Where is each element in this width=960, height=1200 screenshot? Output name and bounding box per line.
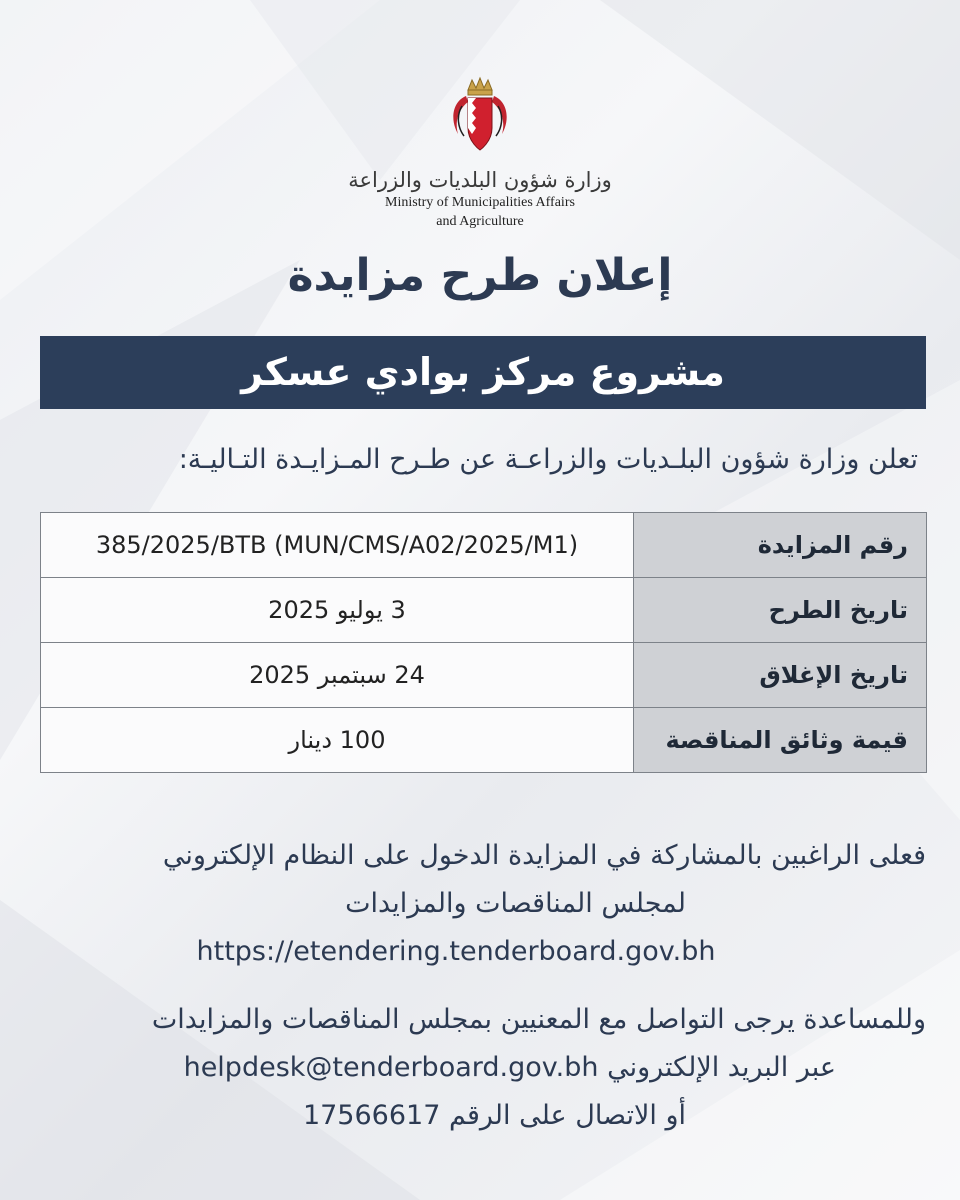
release-date-value: 3 يوليو 2025	[41, 578, 634, 643]
helpdesk-phone-number[interactable]: 17566617	[302, 1100, 441, 1131]
help-email-line	[26, 1044, 836, 1092]
phone-prefix: أو الاتصال على الرقم	[448, 1100, 686, 1131]
release-date-label: تاريخ الطرح	[634, 578, 927, 643]
table-row	[41, 513, 927, 578]
ministry-name-english-line1: Ministry of Municipalities Affairs	[385, 195, 575, 210]
participation-section	[26, 832, 926, 976]
closing-date-value: 24 سبتمبر 2025	[41, 643, 634, 708]
document-fee-label: قيمة وثائق المناقصة	[634, 708, 927, 773]
help-phone-line	[26, 1092, 686, 1140]
help-section	[26, 996, 926, 1140]
page-title: إعلان طرح مزايدة	[287, 250, 673, 301]
table-row	[41, 708, 927, 773]
intro-text: تعلن وزارة شؤون البلـديات والزراعـة عن طـرح المـزايـدة التـاليـة:	[178, 444, 918, 475]
document-fee-value: 100 دينار	[41, 708, 634, 773]
ministry-logo	[0, 76, 960, 230]
bahrain-emblem-icon	[448, 76, 512, 164]
ministry-name-english-line2: and Agriculture	[436, 214, 524, 229]
project-banner: مشروع مركز بوادي عسكر	[40, 336, 926, 409]
participation-line-2: لمجلس المناقصات والمزايدات	[345, 888, 686, 919]
ministry-name-arabic: وزارة شؤون البلديات والزراعة	[348, 168, 612, 192]
etendering-link[interactable]: https://etendering.tenderboard.gov.bh	[196, 936, 716, 967]
table-row	[41, 578, 927, 643]
auction-details-table	[40, 512, 927, 773]
email-prefix: عبر البريد الإلكتروني	[607, 1052, 836, 1083]
table-row	[41, 643, 927, 708]
help-line-1: وللمساعدة يرجى التواصل مع المعنيين بمجلس المناقصات والمزايدات	[151, 1004, 926, 1035]
participation-line-1: فعلى الراغبين بالمشاركة في المزايدة الدخول على النظام الإلكتروني	[162, 840, 926, 871]
closing-date-label: تاريخ الإغلاق	[634, 643, 927, 708]
auction-number-label: رقم المزايدة	[634, 513, 927, 578]
helpdesk-email-link[interactable]: helpdesk@tenderboard.gov.bh	[183, 1052, 599, 1083]
auction-number-value: 385/2025/BTB (MUN/CMS/A02/2025/M1)	[41, 513, 634, 578]
